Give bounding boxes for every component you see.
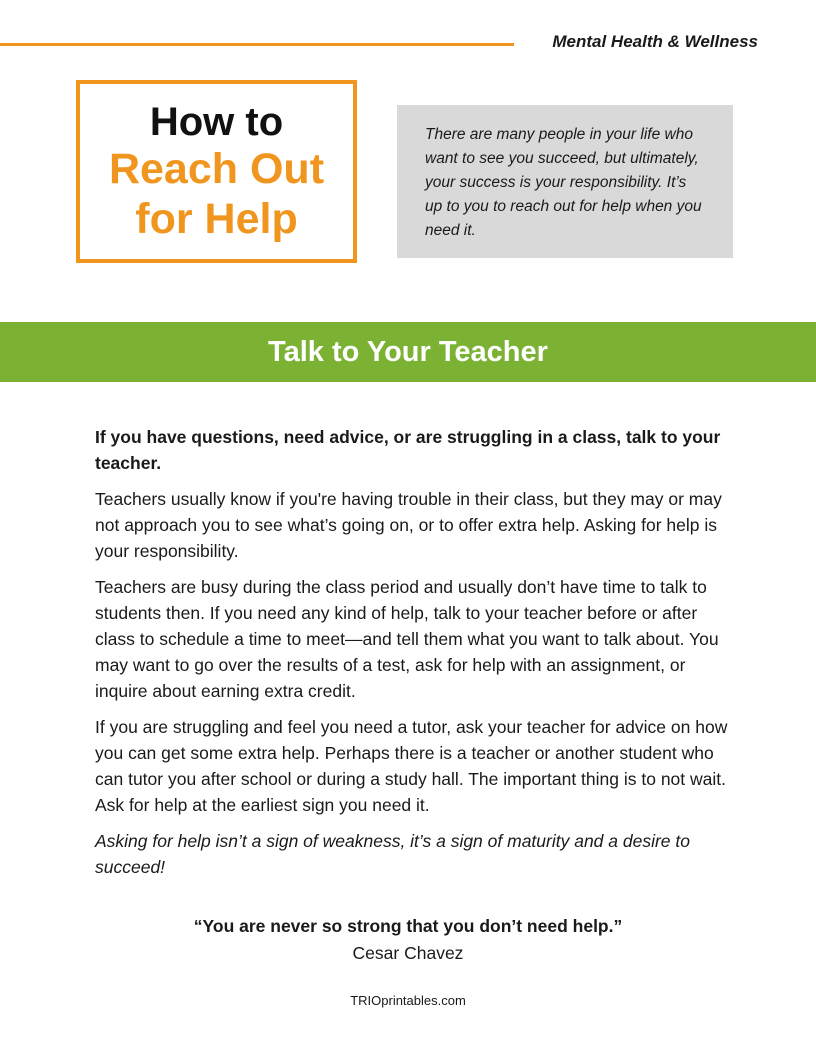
category-label: Mental Health & Wellness xyxy=(552,32,758,51)
title-line-1: How to xyxy=(149,100,284,144)
quote-author: Cesar Chavez xyxy=(352,943,464,963)
title-line-3: for Help xyxy=(135,195,298,243)
body-paragraph-3: If you are struggling and feel you need a tutor, ask your teacher for advice on how you can get some extra help. Perhaps there is a teacher or another student who can tutor you after school or during a study hall. The important thing is to not wait. Ask for help at the earliest sign you need it. xyxy=(95,717,728,815)
body-paragraph-2: Teachers are busy during the class period and usually don’t have time to talk to students then. If you need any kind of help, talk to your teacher before or after class to schedule a time to meet—and tell them what you want to talk about. You may want to go over the results of a test, ask for help with an assignment, or inquire about earning extra credit. xyxy=(95,577,719,701)
lead-paragraph: If you have questions, need advice, or are struggling in a class, talk to your teacher. xyxy=(95,427,721,473)
section-title: Talk to Your Teacher xyxy=(268,335,548,368)
body-paragraph-1: Teachers usually know if you're having trouble in their class, but they may or may not approach you to see what’s going on, or to offer extra help. Asking for help is your responsibility. xyxy=(95,489,722,561)
intro-text: There are many people in your life who want to see you succeed, but ultimately, your success is your responsibility. It’s up to you to reach out for help when you need it. xyxy=(425,126,702,239)
header-rule xyxy=(0,43,514,46)
closing-paragraph: Asking for help isn’t a sign of weakness, it’s a sign of maturity and a desire to succeed! xyxy=(95,831,690,877)
section-banner xyxy=(0,322,816,382)
title-box xyxy=(76,80,357,263)
quote-text: “You are never so strong that you don’t need help.” xyxy=(193,916,623,936)
title-line-2: Reach Out xyxy=(108,145,325,193)
intro-callout xyxy=(397,105,733,258)
quote-block xyxy=(0,913,816,967)
body-content xyxy=(95,424,735,890)
footer-site[interactable]: TRIOprintables.com xyxy=(350,993,466,1008)
